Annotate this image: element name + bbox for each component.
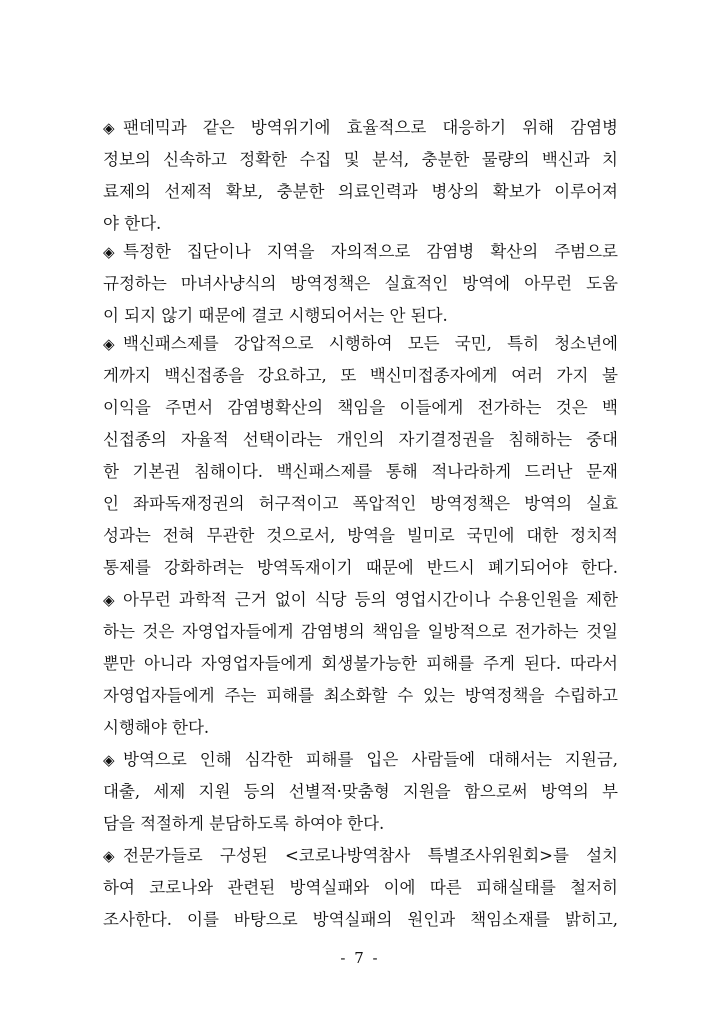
diamond-bullet-icon: ◈ [103, 243, 115, 261]
paragraph-3-line-5: 한 기본권 침해이다. 백신패스제를 통해 적나라하게 드러난 문재 [103, 462, 618, 481]
paragraph-1-line-1: ◈ 팬데믹과 같은 방역위기에 효율적으로 대응하기 위해 감염병 [103, 118, 618, 137]
paragraph-3-line-3: 이익을 주면서 감염병확산의 책임을 이들에게 전가하는 것은 백 [103, 398, 618, 417]
paragraph-4-line-2: 하는 것은 자영업자들에게 감염병의 책임을 일방적으로 전가하는 것일 [103, 622, 618, 641]
paragraph-2-line-3: 이 되지 않기 때문에 결코 시행되어서는 안 된다. [103, 306, 448, 325]
diamond-bullet-icon: ◈ [103, 847, 115, 865]
diamond-bullet-icon: ◈ [103, 119, 115, 137]
paragraph-3-line-4: 신접종의 자율적 선택이라는 개인의 자기결정권을 침해하는 중대 [103, 430, 618, 449]
page-number: - 7 - [340, 949, 380, 967]
paragraph-5-line-2: 대출, 세제 지원 등의 선별적·맞춤형 지원을 함으로써 방역의 부 [103, 782, 618, 801]
paragraph-6-line-3: 조사한다. 이를 바탕으로 방역실패의 원인과 책임소재를 밝히고, [103, 910, 618, 929]
paragraph-4-line-5: 시행해야 한다. [103, 718, 210, 737]
diamond-bullet-icon: ◈ [103, 335, 115, 353]
paragraph-4-line-1: ◈ 아무런 과학적 근거 없이 식당 등의 영업시간이나 수용인원을 제한 [103, 590, 618, 609]
paragraph-1-line-2: 정보의 신속하고 정확한 수집 및 분석, 충분한 물량의 백신과 치 [103, 150, 618, 169]
paragraph-4-line-4: 자영업자들에게 주는 피해를 최소화할 수 있는 방역정책을 수립하고 [103, 686, 618, 705]
paragraph-1-line-3: 료제의 선제적 확보, 충분한 의료인력과 병상의 확보가 이루어져 [103, 182, 618, 201]
paragraph-3-line-2: 게까지 백신접종을 강요하고, 또 백신미접종자에게 여러 가지 불 [103, 366, 618, 385]
paragraph-3-line-8: 통제를 강화하려는 방역독재이기 때문에 반드시 폐기되어야 한다. [103, 558, 618, 577]
paragraph-3-line-7: 성과는 전혀 무관한 것으로서, 방역을 빌미로 국민에 대한 정치적 [103, 526, 618, 545]
paragraph-5-line-3: 담을 적절하게 분담하도록 하여야 한다. [103, 814, 385, 833]
paragraph-6-line-1: ◈ 전문가들로 구성된 <코로나방역참사 특별조사위원회>를 설치 [103, 846, 618, 865]
paragraph-3-line-1: ◈ 백신패스제를 강압적으로 시행하여 모든 국민, 특히 청소년에 [103, 334, 618, 353]
paragraph-5-line-1: ◈ 방역으로 인해 심각한 피해를 입은 사람들에 대해서는 지원금, [103, 750, 618, 769]
diamond-bullet-icon: ◈ [103, 591, 115, 609]
paragraph-2-line-2: 규정하는 마녀사냥식의 방역정책은 실효적인 방역에 아무런 도움 [103, 274, 618, 293]
paragraph-3-line-6: 인 좌파독재정권의 허구적이고 폭압적인 방역정책은 방역의 실효 [103, 494, 618, 513]
diamond-bullet-icon: ◈ [103, 751, 115, 769]
paragraph-2-line-1: ◈ 특정한 집단이나 지역을 자의적으로 감염병 확산의 주범으로 [103, 242, 618, 261]
paragraph-6-line-2: 하여 코로나와 관련된 방역실패와 이에 따른 피해실태를 철저히 [103, 878, 618, 897]
paragraph-4-line-3: 뿐만 아니라 자영업자들에게 회생불가능한 피해를 주게 된다. 따라서 [103, 654, 618, 673]
paragraph-1-line-4: 야 한다. [103, 214, 162, 233]
